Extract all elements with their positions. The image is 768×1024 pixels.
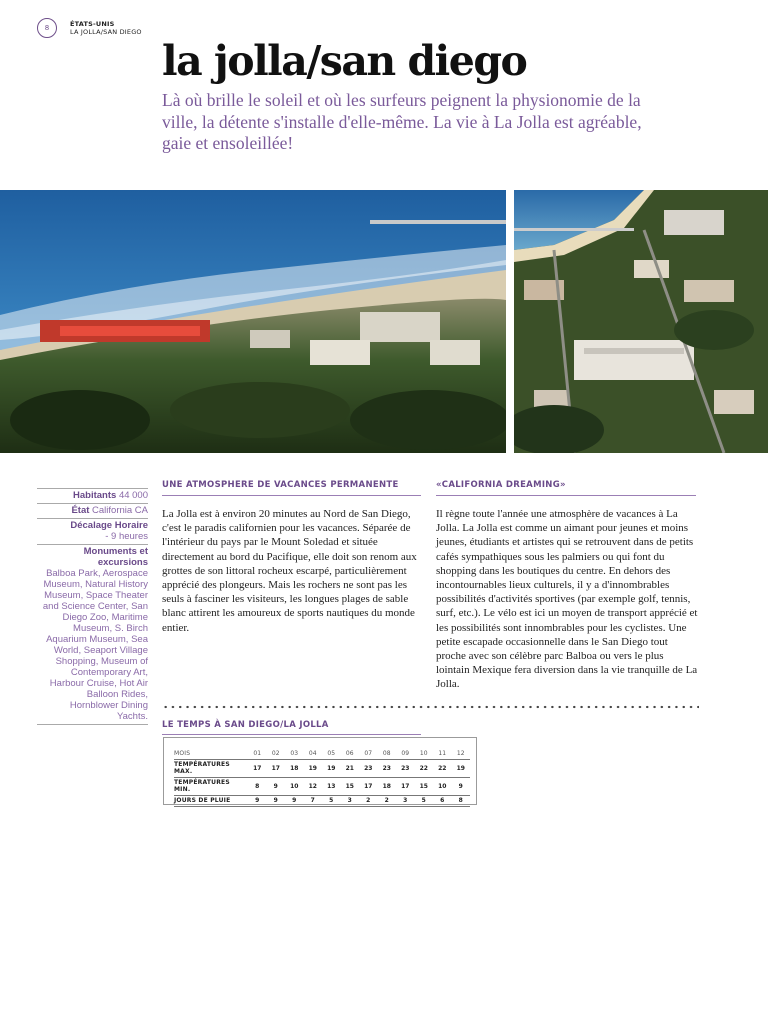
coastline-illustration [0, 190, 506, 453]
column1-body: La Jolla est à environ 20 minutes au Nord de San Diego, c'est le paradis californien pour les vacances. Séparée de l'intérieur du pays par le Mount Soledad et située directement au bord du Pacifique, elle doit son renom aux grottes de son littoral rocheux escarpé, particulièrement apprécié des plongeurs. Mais les rochers ne sont pas les seuls à fasciner les visiteurs, les longues plages de sable blanc attirent les amoureux de sports nautiques du monde entier. [162, 508, 417, 634]
weather-cell: 22 [433, 760, 452, 778]
weather-cell: 8 [452, 796, 471, 807]
fact-value: - 9 heures [105, 531, 148, 542]
weather-cell: 23 [378, 760, 397, 778]
weather-month: 05 [322, 749, 341, 760]
weather-cell: 2 [378, 796, 397, 807]
weather-cell: 9 [285, 796, 304, 807]
page-subtitle: Là où brille le soleil et où les surfeurs peignent la physionomie de la ville, la détente s'installe d'elle-même. La vie à La Jolla est agréable, gaie et ensoleillée! [162, 90, 642, 153]
fact-state [37, 503, 148, 518]
weather-cell: 9 [452, 778, 471, 796]
fact-time-offset [37, 518, 148, 544]
weather-cell: 9 [267, 796, 286, 807]
column1-heading: UNE ATMOSPHÈRE DE VACANCES PERMANENTE [162, 480, 421, 496]
weather-cell: 17 [396, 778, 415, 796]
photo-coastline [0, 190, 506, 453]
weather-cell: 15 [415, 778, 434, 796]
weather-row [174, 796, 470, 807]
weather-heading: LE TEMPS À SAN DIEGO/LA JOLLA [162, 720, 421, 735]
weather-month: 01 [248, 749, 267, 760]
aerial-town-illustration [514, 190, 768, 453]
weather-cell: 22 [415, 760, 434, 778]
weather-cell: 3 [341, 796, 360, 807]
weather-cell: 5 [415, 796, 434, 807]
breadcrumb [70, 20, 142, 36]
weather-month: 11 [433, 749, 452, 760]
weather-header-label: MOIS [174, 749, 248, 760]
weather-cell: 6 [433, 796, 452, 807]
weather-cell: 13 [322, 778, 341, 796]
weather-month: 10 [415, 749, 434, 760]
weather-cell: 8 [248, 778, 267, 796]
weather-cell: 19 [322, 760, 341, 778]
weather-row-label: TEMPÉRATURES MAX. [174, 760, 248, 778]
weather-cell: 7 [304, 796, 323, 807]
weather-cell: 12 [304, 778, 323, 796]
weather-header-row [174, 749, 470, 760]
weather-cell: 21 [341, 760, 360, 778]
weather-cell: 17 [359, 778, 378, 796]
weather-month: 02 [267, 749, 286, 760]
weather-cell: 19 [452, 760, 471, 778]
fact-value: Balboa Park, Aerospace Museum, Natural History Museum, Space Theater and Science Center, San Diego Zoo, Maritime Museum, S. Birch Aquarium Museum, Sea World, Seaport Village Shopping, Museum of Contemporary Art, Harbour Cruise, Hot Air Balloon Rides, Hornblower Dining Yachts. [42, 568, 148, 722]
weather-cell: 5 [322, 796, 341, 807]
fact-monuments [37, 544, 148, 725]
weather-month: 07 [359, 749, 378, 760]
weather-month: 08 [378, 749, 397, 760]
weather-cell: 10 [285, 778, 304, 796]
weather-cell: 9 [248, 796, 267, 807]
facts-sidebar [37, 488, 148, 725]
page-title: la jolla/san diego [162, 37, 527, 85]
weather-cell: 18 [378, 778, 397, 796]
weather-row-label: JOURS DE PLUIE [174, 796, 248, 807]
weather-cell: 9 [267, 778, 286, 796]
weather-table [174, 749, 470, 807]
weather-cell: 18 [285, 760, 304, 778]
fact-label: Décalage Horaire [70, 520, 148, 531]
weather-cell: 15 [341, 778, 360, 796]
fact-population [37, 488, 148, 503]
fact-value: California CA [92, 505, 148, 516]
weather-cell: 17 [267, 760, 286, 778]
weather-month: 04 [304, 749, 323, 760]
weather-cell: 19 [304, 760, 323, 778]
weather-cell: 17 [248, 760, 267, 778]
breadcrumb-country: ÉTATS-UNIS [70, 20, 115, 28]
fact-label: État [71, 505, 90, 516]
column2-body: Il règne toute l'année une atmosphère de vacances à La Jolla. La Jolla est comme un aimant pour jeunes et moins jeunes, étudiants et artistes qui se retrouvent dans de petits cafés sympathiques sous les palmiers ou qui font du shopping dans les boutiques du centre. En dehors des incontournables lieux culturels, il y a d'innombrables possibilités d'activités sportives (par exemple golf, tennis, surf, etc.). Le vélo est ici un moyen de transport apprécié et les possibilités sont innombrables pour les cyclistes. Une petite escapade occasionnelle dans le San Diego tout proche avec son célèbre parc Balboa ou vers le plus lointain Mexique fera diversion dans la vie tranquille de La Jolla. [436, 508, 698, 691]
weather-cell: 23 [359, 760, 378, 778]
weather-month: 09 [396, 749, 415, 760]
weather-table-box [163, 737, 477, 805]
photo-aerial-town [514, 190, 768, 453]
weather-cell: 3 [396, 796, 415, 807]
weather-row [174, 760, 470, 778]
fact-label: Monuments et excursions [83, 546, 148, 568]
fact-label: Habitants [73, 490, 117, 501]
weather-month: 03 [285, 749, 304, 760]
weather-cell: 10 [433, 778, 452, 796]
column2-heading: «CALIFORNIA DREAMING» [436, 480, 696, 496]
weather-cell: 23 [396, 760, 415, 778]
dotted-divider [162, 705, 699, 709]
weather-month: 12 [452, 749, 471, 760]
weather-month: 06 [341, 749, 360, 760]
weather-row [174, 778, 470, 796]
breadcrumb-place: LA JOLLA/SAN DIEGO [70, 28, 142, 36]
weather-cell: 2 [359, 796, 378, 807]
page-number: 8 [37, 18, 57, 38]
weather-row-label: TEMPÉRATURES MIN. [174, 778, 248, 796]
fact-value: 44 000 [118, 490, 148, 501]
